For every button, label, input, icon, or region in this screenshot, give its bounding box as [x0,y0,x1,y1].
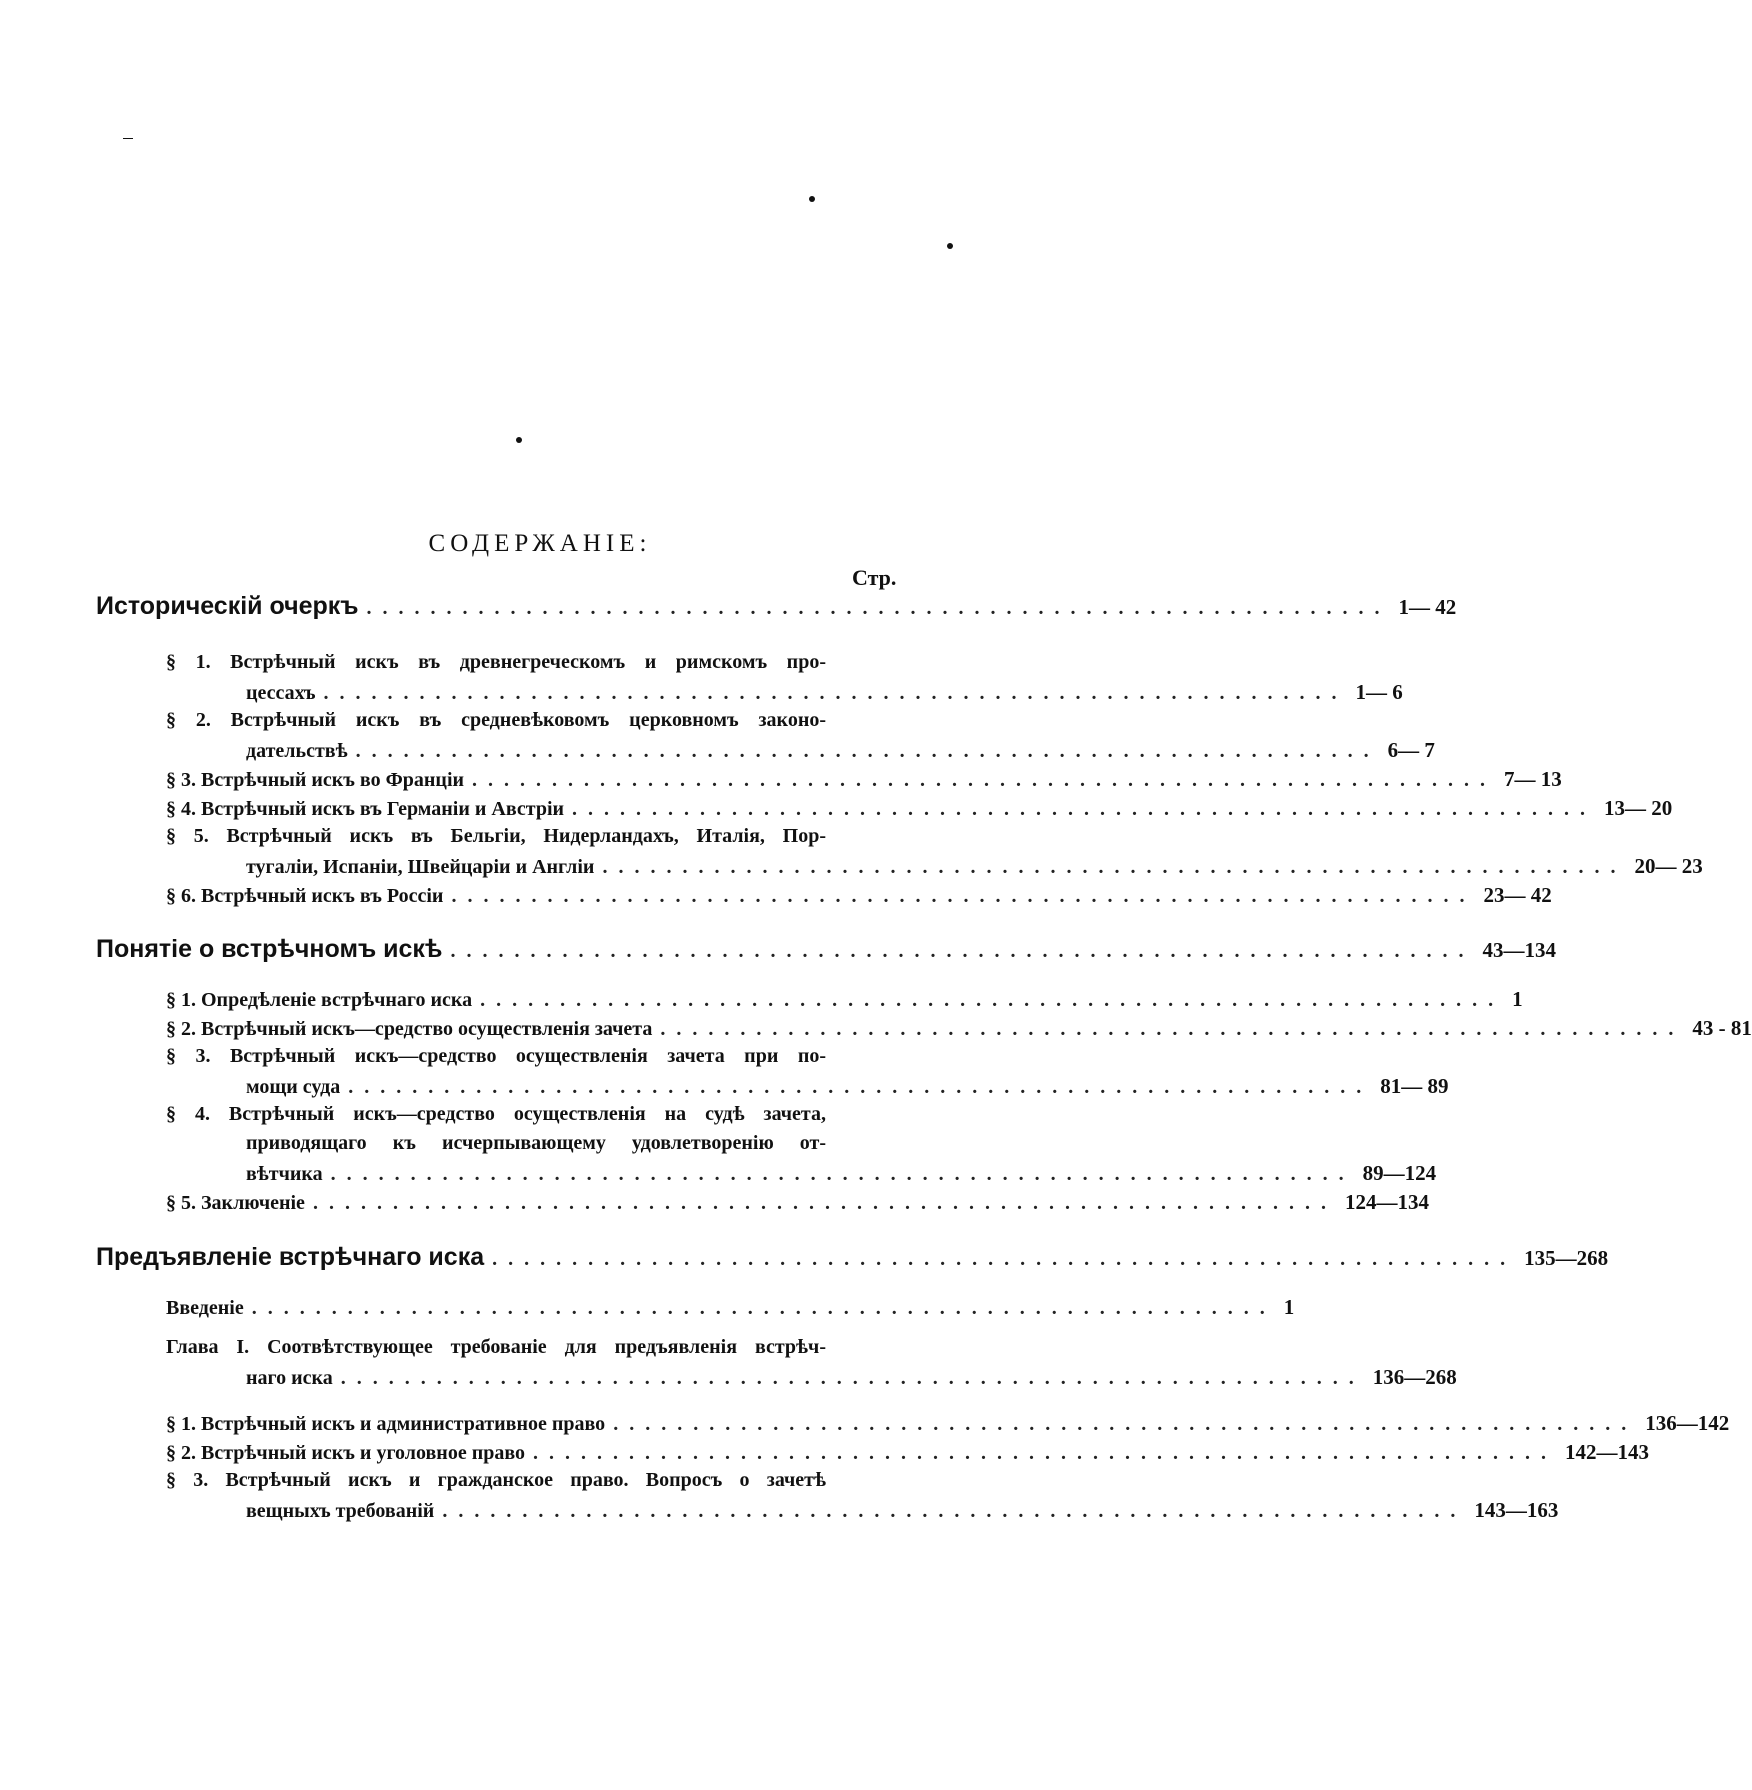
toc-entry-text: мощи суда [246,1076,341,1098]
toc-entry [166,1016,1752,1045]
toc-entry [246,1074,1449,1103]
section-title: Историческій очеркъ [96,592,359,620]
toc-entry [166,883,1552,912]
toc-entry-pages: 81— 89 [1380,1074,1449,1098]
toc-entry-text: § 2. Встрѣчный искъ—средство осуществленія зачета [166,1018,653,1040]
toc-entry [166,1440,1650,1469]
toc-entry-pages: 124—134 [1344,1190,1429,1214]
speck [123,138,133,139]
section-heading [96,935,1556,969]
toc-entry-line: § 2. Встрѣчный искъ въ средневѣковомъ церковномъ законо- [166,709,826,731]
section-heading [96,592,1457,626]
toc-entry-line: § 4. Встрѣчный искъ—средство осуществленія на судѣ зачета, [166,1103,826,1125]
toc-entry-text: тугаліи, Испаніи, Швейцаріи и Англіи [246,856,595,878]
toc-entry [166,987,1523,1016]
page-column-label: Стр. [852,565,897,590]
leader-dots: ................................................................ [355,740,1380,762]
toc-entry-pages: 142—143 [1565,1440,1650,1464]
toc-entry-pages: 89—124 [1362,1161,1437,1185]
toc-entry-line: § 3. Встрѣчный искъ—средство осуществленія зачета при по- [166,1045,826,1067]
leader-dots: ................................................................ [450,940,1475,962]
toc-entry [246,1498,1559,1527]
toc-entry-line: § 3. Встрѣчный искъ и гражданское право. Вопросъ о зачетѣ [166,1469,826,1491]
toc-entry-pages: 136—142 [1645,1411,1730,1435]
leader-dots: ................................................................ [660,1018,1685,1040]
toc-entry-text: вѣтчика [246,1163,323,1185]
leader-dots: ................................................................ [348,1076,1373,1098]
toc-entry-text: цессахъ [246,682,316,704]
toc-entry-text: наго иска [246,1367,333,1389]
toc-entry [246,854,1703,883]
toc-entry-text: § 1. Опредѣленіе встрѣчнаго иска [166,989,473,1011]
leader-dots: ................................................................ [613,1413,1638,1435]
leader-dots: ................................................................ [340,1367,1365,1389]
speck [947,243,953,249]
toc-entry-pages: 7— 13 [1504,767,1562,791]
leader-dots: ................................................................ [451,885,1476,907]
toc-entry-pages: 1— 6 [1355,680,1403,704]
toc-entry-text: § 6. Встрѣчный искъ въ Россіи [166,885,444,907]
toc-entry [246,738,1435,767]
toc-entry-line: приводящаго къ исчерпывающему удовлетворенію от- [246,1132,826,1154]
toc-entry [166,796,1673,825]
toc-entry-text: Введеніе [166,1297,244,1319]
toc-entry-text: § 4. Встрѣчный искъ въ Германіи и Австріи [166,798,565,820]
leader-dots: ................................................................ [251,1297,1276,1319]
toc-entry-line: Глава I. Соотвѣтствующее требованіе для предъявленія встрѣч- [166,1336,826,1358]
leader-dots: ................................................................ [366,597,1391,619]
toc-entry-pages: 6— 7 [1387,738,1435,762]
section-title: Понятіе о встрѣчномъ искѣ [96,935,443,963]
toc-entry-pages: 143—163 [1474,1498,1559,1522]
toc-entry-pages: 1 [1283,1295,1295,1319]
page-title: СОДЕРЖАНІЕ: [428,530,652,557]
section-pages: 43—134 [1482,938,1556,962]
toc-entry-text: § 2. Встрѣчный искъ и уголовное право [166,1442,526,1464]
toc-entry-pages: 43 - 81 [1692,1016,1752,1040]
toc-entry [246,680,1403,709]
toc-entry-pages: 13— 20 [1604,796,1673,820]
toc-entry [166,1190,1429,1219]
leader-dots: ................................................................ [472,769,1497,791]
leader-dots: ................................................................ [330,1163,1355,1185]
toc-entry-pages: 1 [1512,987,1523,1011]
speck [516,437,522,443]
toc-entry-text: § 1. Встрѣчный искъ и административное право [166,1413,606,1435]
leader-dots: ................................................................ [572,798,1597,820]
section-pages: 135—268 [1524,1246,1609,1270]
toc-entry [246,1365,1457,1394]
toc-entry [166,1411,1730,1440]
toc-entry-pages: 23— 42 [1483,883,1552,907]
leader-dots: ................................................................ [323,682,1348,704]
section-heading [96,1243,1609,1277]
speck [809,196,815,202]
leader-dots: ................................................................ [492,1248,1517,1270]
leader-dots: ................................................................ [442,1500,1467,1522]
leader-dots: ................................................................ [480,989,1505,1011]
toc-entry [246,1161,1437,1190]
toc-entry-text: вещныхъ требованій [246,1500,435,1522]
toc-entry-text: § 5. Заключеніе [166,1192,305,1214]
toc-entry-text: дательствѣ [246,740,348,762]
section-title: Предъявленіе встрѣчнаго иска [96,1243,485,1271]
toc-entry-line: § 1. Встрѣчный искъ въ древнегреческомъ и римскомъ про- [166,651,826,673]
toc-entry [166,1295,1295,1324]
leader-dots: ................................................................ [602,856,1627,878]
toc-entry-pages: 20— 23 [1634,854,1703,878]
toc-entry-pages: 136—268 [1372,1365,1457,1389]
leader-dots: ................................................................ [312,1192,1337,1214]
toc-entry-line: § 5. Встрѣчный искъ въ Бельгіи, Нидерландахъ, Италія, Пор- [166,825,826,847]
toc-entry [166,767,1562,796]
leader-dots: ................................................................ [533,1442,1558,1464]
toc-entry-text: § 3. Встрѣчный искъ во Франціи [166,769,465,791]
section-pages: 1— 42 [1398,595,1457,619]
